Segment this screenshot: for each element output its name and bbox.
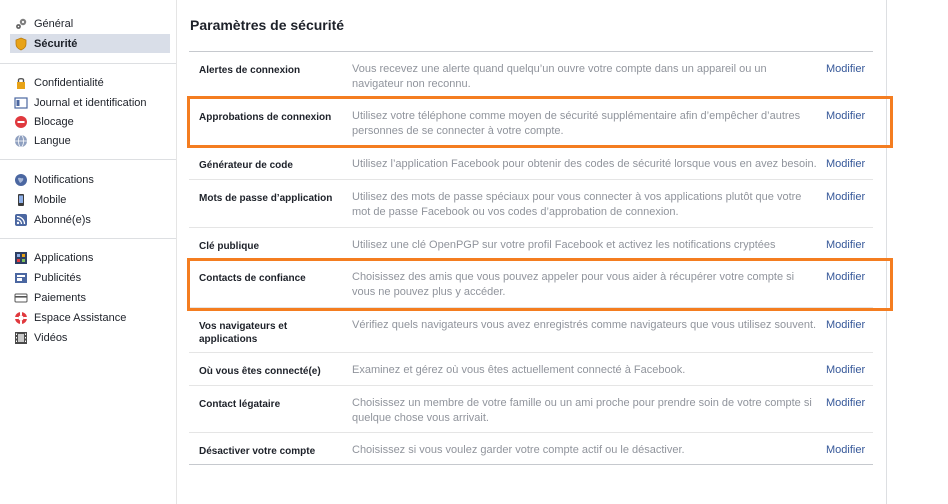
sidebar-item-label: Applications	[34, 251, 94, 264]
privacy-icon	[14, 76, 28, 90]
notifications-globe-icon	[14, 173, 28, 187]
sidebar	[0, 0, 176, 504]
edit-link[interactable]: Modifier	[826, 63, 866, 75]
sidebar-item-label: Blocage	[34, 115, 74, 128]
sidebar-item-label: Notifications	[34, 173, 94, 186]
settings-row-public-key[interactable]	[189, 228, 873, 260]
setting-description: Choisissez un membre de votre famille ou un ami proche pour prendre soin de votre compte si quelque chose vous arrivait.	[352, 397, 812, 424]
setting-name: Générateur de code	[199, 160, 293, 171]
sidebar-divider	[0, 63, 176, 64]
setting-name: Désactiver votre compte	[199, 446, 316, 457]
sidebar-item-label: Publicités	[34, 271, 82, 284]
sidebar-item-label: Abonné(e)s	[34, 213, 91, 226]
table-bottom-rule	[189, 464, 873, 465]
setting-description: Utilisez une clé OpenPGP sur votre profil Facebook et activez les notifications cryptées	[352, 239, 776, 251]
security-settings-panel	[176, 0, 873, 504]
edit-link[interactable]: Modifier	[826, 271, 866, 283]
sidebar-item-label: Confidentialité	[34, 76, 104, 89]
setting-description: Utilisez votre téléphone comme moyen de sécurité supplémentaire afin d’empêcher d’autres personnes de se connecter à votre compte.	[352, 110, 801, 137]
rss-icon	[14, 213, 28, 227]
settings-row-login-approvals[interactable]	[189, 99, 873, 147]
sidebar-item-label: Mobile	[34, 193, 67, 206]
mobile-icon	[14, 193, 28, 207]
sidebar-item-blocking[interactable]	[10, 112, 170, 131]
edit-link[interactable]: Modifier	[826, 364, 866, 376]
sidebar-item-label: Vidéos	[34, 331, 68, 344]
badge-icon	[14, 37, 28, 51]
settings-row-legacy-contact[interactable]	[189, 386, 873, 433]
gears-icon	[14, 17, 28, 31]
sidebar-item-notifications[interactable]	[10, 170, 170, 189]
sidebar-item-mobile[interactable]	[10, 190, 170, 209]
sidebar-divider	[0, 238, 176, 239]
settings-row-where-logged-in[interactable]	[189, 353, 873, 386]
block-icon	[14, 115, 28, 129]
sidebar-item-label: Langue	[34, 134, 71, 147]
sidebar-item-label: Paiements	[34, 291, 86, 304]
setting-name: Contacts de confiance	[199, 273, 306, 284]
sidebar-item-videos[interactable]	[10, 328, 170, 347]
sidebar-item-language[interactable]	[10, 131, 170, 150]
ads-icon	[14, 271, 28, 285]
edit-link[interactable]: Modifier	[826, 239, 866, 251]
setting-description: Choisissez si vous voulez garder votre compte actif ou le désactiver.	[352, 444, 685, 456]
setting-name: Alertes de connexion	[199, 65, 301, 76]
sidebar-item-label: Journal et identification	[34, 96, 147, 109]
film-icon	[14, 331, 28, 345]
sidebar-item-timeline[interactable]	[10, 93, 170, 112]
settings-row-login-alerts[interactable]	[189, 52, 873, 99]
edit-link[interactable]: Modifier	[826, 191, 866, 203]
edit-link[interactable]: Modifier	[826, 158, 866, 170]
setting-name: Où vous êtes connecté(e)	[199, 366, 321, 377]
page-title: Paramètres de sécurité	[190, 17, 345, 33]
sidebar-item-label: Général	[34, 17, 74, 30]
setting-description: Utilisez l’application Facebook pour obtenir des codes de sécurité lorsque vous en avez besoin.	[352, 158, 817, 170]
panel-right-border	[886, 0, 887, 504]
settings-row-deactivate-account[interactable]	[189, 433, 873, 464]
globe-icon	[14, 134, 28, 148]
sidebar-item-support[interactable]	[10, 308, 170, 327]
sidebar-divider	[0, 159, 176, 160]
setting-name: Approbations de connexion	[199, 112, 332, 123]
setting-name: Contact légataire	[199, 399, 281, 410]
setting-name: Mots de passe d’application	[199, 193, 333, 204]
setting-description: Utilisez des mots de passe spéciaux pour vous connecter à vos applications plutôt que votre mot de passe Facebook ou vos codes d’approbation de connexion.	[352, 191, 802, 218]
setting-description: Examinez et gérez où vous êtes actuellement connecté à Facebook.	[352, 364, 686, 376]
settings-row-app-passwords[interactable]	[189, 180, 873, 228]
edit-link[interactable]: Modifier	[826, 319, 866, 331]
apps-icon	[14, 251, 28, 265]
edit-link[interactable]: Modifier	[826, 397, 866, 409]
sidebar-item-label: Espace Assistance	[34, 311, 127, 324]
setting-name: Clé publique	[199, 241, 259, 252]
lifebuoy-icon	[14, 311, 28, 325]
sidebar-item-ads[interactable]	[10, 268, 170, 287]
settings-row-trusted-contacts[interactable]	[189, 260, 873, 308]
setting-description: Vérifiez quels navigateurs vous avez enregistrés comme navigateurs que vous utilisez souvent.	[352, 319, 817, 331]
edit-link[interactable]: Modifier	[826, 444, 866, 456]
settings-row-code-generator[interactable]	[189, 147, 873, 180]
sidebar-item-label: Sécurité	[34, 37, 78, 50]
sidebar-item-security[interactable]	[10, 34, 170, 53]
sidebar-item-privacy[interactable]	[10, 73, 170, 92]
settings-row-browsers-apps[interactable]	[189, 308, 873, 353]
payments-icon	[14, 291, 28, 305]
sidebar-item-followers[interactable]	[10, 210, 170, 229]
setting-name: Vos navigateurs et applications	[199, 321, 288, 345]
timeline-icon	[14, 96, 28, 110]
setting-description: Choisissez des amis que vous pouvez appeler pour vous aider à récupérer votre compte si vous ne pouvez plus y accéder.	[352, 271, 795, 298]
sidebar-item-general[interactable]	[10, 14, 170, 33]
sidebar-item-applications[interactable]	[10, 248, 170, 267]
edit-link[interactable]: Modifier	[826, 110, 866, 122]
sidebar-item-payments[interactable]	[10, 288, 170, 307]
setting-description: Vous recevez une alerte quand quelqu’un ouvre votre compte dans un appareil ou un navigateur non reconnu.	[352, 63, 767, 90]
